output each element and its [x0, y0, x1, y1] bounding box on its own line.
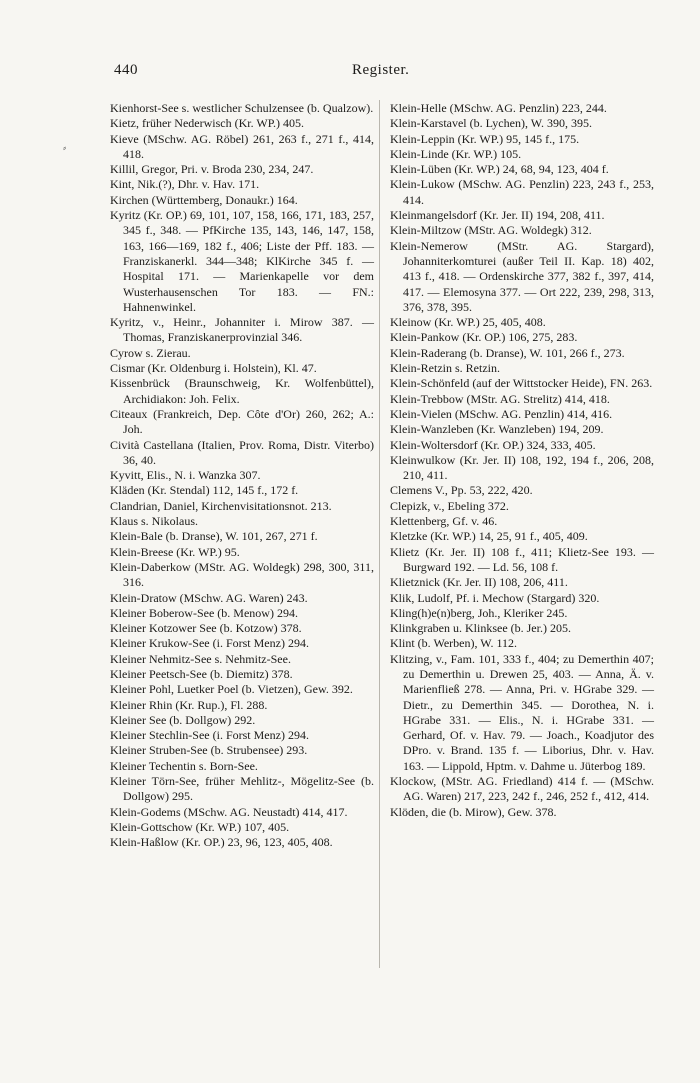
index-entry: Klein-Leppin (Kr. WP.) 95, 145 f., 175.: [390, 131, 580, 146]
page-number: 440: [114, 62, 138, 78]
index-entry: Kleinow (Kr. WP.) 25, 405, 408.: [390, 315, 546, 330]
index-entry: Klein-Raderang (b. Dranse), W. 101, 266 f., 273.: [390, 345, 625, 360]
running-head: Register.: [352, 62, 410, 78]
index-entry: Klietznick (Kr. Jer. II) 108, 206, 411.: [390, 575, 568, 590]
index-entry: Klettenberg, Gf. v. 46.: [390, 514, 498, 529]
index-entry: Clandrian, Daniel, Kirchenvisitationsnot. 213.: [110, 498, 332, 513]
index-entry: Klein-Linde (Kr. WP.) 105.: [390, 146, 522, 161]
index-entry: Klein-Helle (MSchw. AG. Penzlin) 223, 244.: [390, 101, 607, 115]
margin-mark: ⸗: [63, 143, 67, 154]
index-entry: Klint (b. Werben), W. 112.: [390, 636, 518, 651]
index-entry: Kleinwulkow (Kr. Jer. II) 108, 192, 194 f., 206, 208, 210, 411.: [390, 452, 654, 483]
index-entry: Kyvitt, Elis., N. i. Wanzka 307.: [110, 468, 261, 483]
index-entry: Kleiner Rhin (Kr. Rup.), Fl. 288.: [110, 697, 268, 712]
index-entry: Cismar (Kr. Oldenburg i. Holstein), Kl. 47.: [110, 361, 317, 376]
index-entry: Kint, Nik.(?), Dhr. v. Hav. 171.: [110, 177, 260, 192]
index-entry: Kleiner Techentin s. Born-See.: [110, 758, 258, 773]
index-entry: Klein-Karstavel (b. Lychen), W. 390, 395.: [390, 116, 592, 131]
index-entry: Kissenbrück (Braunschweig, Kr. Wolfenbüttel), Archidiakon: Joh. Felix.: [110, 376, 374, 406]
index-entry: Kleiner Struben-See (b. Strubensee) 293.: [110, 743, 308, 758]
index-entry: Klitzing, v., Fam. 101, 333 f., 404; zu Demerthin 407; zu Demerthin u. Drewen 25, 403. — Anna, Ä. v. Marienfließ 278. — Anna, Pri. v. HGrabe 329. — Dietr., zu Demerthin 345. — Dorothea, N. i. HGrabe 331. — Elis., N. i. HGrabe 331. — Gerhard, Of. v. Hav. 79. — Joach., Koadjutor des DPro. v. Brand. 135 f. — Liborius, Dhr. v. Hav. 163. — Lippold, Hptm. v. Dahme u. Jüterbog 189.: [390, 651, 654, 773]
index-entry: Kieve (MSchw. AG. Röbel) 261, 263 f., 271 f., 414, 418.: [110, 131, 374, 161]
index-entry: Kietz, früher Nederwisch (Kr. WP.) 405.: [110, 116, 305, 131]
index-entry: Klein-Haßlow (Kr. OP.) 23, 96, 123, 405, 408.: [110, 835, 333, 850]
index-entry: Klein-Miltzow (MStr. AG. Woldegk) 312.: [390, 223, 592, 238]
index-entry: Klein-Lüben (Kr. WP.) 24, 68, 94, 123, 404 f.: [390, 162, 609, 177]
index-entry: Citeaux (Frankreich, Dep. Côte d'Or) 260, 262; A.: Joh.: [110, 406, 374, 437]
index-entry: Klein-Godems (MSchw. AG. Neustadt) 414, 417.: [110, 804, 348, 819]
index-entry: Klein-Wanzleben (Kr. Wanzleben) 194, 209.: [390, 422, 604, 437]
index-entry: Klein-Gottschow (Kr. WP.) 107, 405.: [110, 819, 290, 834]
index-entry: Klein-Lukow (MSchw. AG. Penzlin) 223, 243 f., 253, 414.: [390, 177, 654, 207]
index-entry: Kleiner Pohl, Luetker Poel (b. Vietzen), Gew. 392.: [110, 682, 353, 697]
index-entry: Klietz (Kr. Jer. II) 108 f., 411; Klietz-See 193. — Burgward 192. — Ld. 56, 108 f.: [390, 544, 654, 574]
index-column-right: [390, 101, 654, 820]
index-entry: Kleiner Kotzower See (b. Kotzow) 378.: [110, 621, 302, 636]
index-entry: Kleinmangelsdorf (Kr. Jer. II) 194, 208, 411.: [390, 208, 605, 223]
index-entry: Klein-Retzin s. Retzin.: [390, 361, 500, 376]
index-entry: Klein-Nemerow (MStr. AG. Stargard), Johanniterkomturei (außer Teil II. Kap. 18) 402, 413 f., 418. — Ordenskirche 377, 382 f., 397, 414, 417. — Elemosyna 377. — Ort 222, 239, 298, 313, 376, 378, 395.: [390, 238, 654, 314]
index-entry: Kleiner See (b. Dollgow) 292.: [110, 712, 256, 727]
column-divider: [379, 100, 380, 968]
index-entry: Kleiner Boberow-See (b. Menow) 294.: [110, 605, 298, 620]
index-entry: Klein-Daberkow (MStr. AG. Woldegk) 298, 300, 311, 316.: [110, 559, 374, 590]
index-entry: Klein-Bale (b. Dranse), W. 101, 267, 271 f.: [110, 529, 318, 544]
index-entry: Kleiner Krukow-See (i. Forst Menz) 294.: [110, 636, 309, 651]
index-entry: Klaus s. Nikolaus.: [110, 514, 198, 529]
index-entry: Klein-Breese (Kr. WP.) 95.: [110, 544, 240, 559]
index-entry: Kläden (Kr. Stendal) 112, 145 f., 172 f.: [110, 483, 299, 498]
index-entry: Kletzke (Kr. WP.) 14, 25, 91 f., 405, 409.: [390, 529, 588, 544]
index-entry: Klein-Dratow (MSchw. AG. Waren) 243.: [110, 590, 308, 605]
index-entry: Kleiner Nehmitz-See s. Nehmitz-See.: [110, 651, 291, 666]
index-entry: Kleiner Stechlin-See (i. Forst Menz) 294.: [110, 728, 309, 743]
index-entry: Killil, Gregor, Pri. v. Broda 230, 234, 247.: [110, 162, 314, 177]
index-entry: Cyrow s. Zierau.: [110, 345, 191, 360]
index-entry: Klik, Ludolf, Pf. i. Mechow (Stargard) 320.: [390, 590, 600, 605]
index-entry: Klein-Schönfeld (auf der Wittstocker Heide), FN. 263.: [390, 376, 653, 391]
index-entry: Klein-Woltersdorf (Kr. OP.) 324, 333, 405.: [390, 437, 596, 452]
index-entry: Klein-Vielen (MSchw. AG. Penzlin) 414, 416.: [390, 406, 613, 421]
index-entry: Kling(h)e(n)berg, Joh., Kleriker 245.: [390, 605, 568, 620]
index-entry: Cività Castellana (Italien, Prov. Roma, Distr. Viterbo) 36, 40.: [110, 437, 374, 467]
index-entry: Kleiner Peetsch-See (b. Diemitz) 378.: [110, 666, 293, 681]
index-entry: Kleiner Törn-See, früher Mehlitz-, Mögelitz-See (b. Dollgow) 295.: [110, 774, 374, 804]
index-entry: Klein-Pankow (Kr. OP.) 106, 275, 283.: [390, 330, 578, 345]
index-entry: Kienhorst-See s. westlicher Schulzensee (b. Qualzow).: [110, 101, 374, 115]
index-entry: Clepizk, v., Ebeling 372.: [390, 498, 509, 513]
index-entry: Kyritz (Kr. OP.) 69, 101, 107, 158, 166, 171, 183, 257, 345 f., 348. — PfKirche 135, 143, 146, 147, 158, 163, 166—169, 182 f., 406; Liste der Pff. 183. — Franziskanerkl. 344—348; KlKirche 345 f. — Hospital 171. — Marienkapelle vor dem Wusterhausenschen Tor 183. — FN.: Hahnenwinkel.: [110, 208, 374, 314]
index-entry: Kirchen (Württemberg, Donaukr.) 164.: [110, 192, 298, 207]
index-entry: Klockow, (MStr. AG. Friedland) 414 f. — (MSchw. AG. Waren) 217, 223, 242 f., 246, 252 f., 412, 414.: [390, 774, 654, 804]
index-column-left: [110, 101, 374, 851]
index-entry: Klöden, die (b. Mirow), Gew. 378.: [390, 804, 557, 819]
index-entry: Klinkgraben u. Klinksee (b. Jer.) 205.: [390, 621, 571, 636]
index-entry: Kyritz, v., Heinr., Johanniter i. Mirow 387. — Thomas, Franziskanerprovinzial 346.: [110, 315, 374, 345]
index-entry: Clemens V., Pp. 53, 222, 420.: [390, 483, 533, 498]
index-entry: Klein-Trebbow (MStr. AG. Strelitz) 414, 418.: [390, 391, 610, 406]
